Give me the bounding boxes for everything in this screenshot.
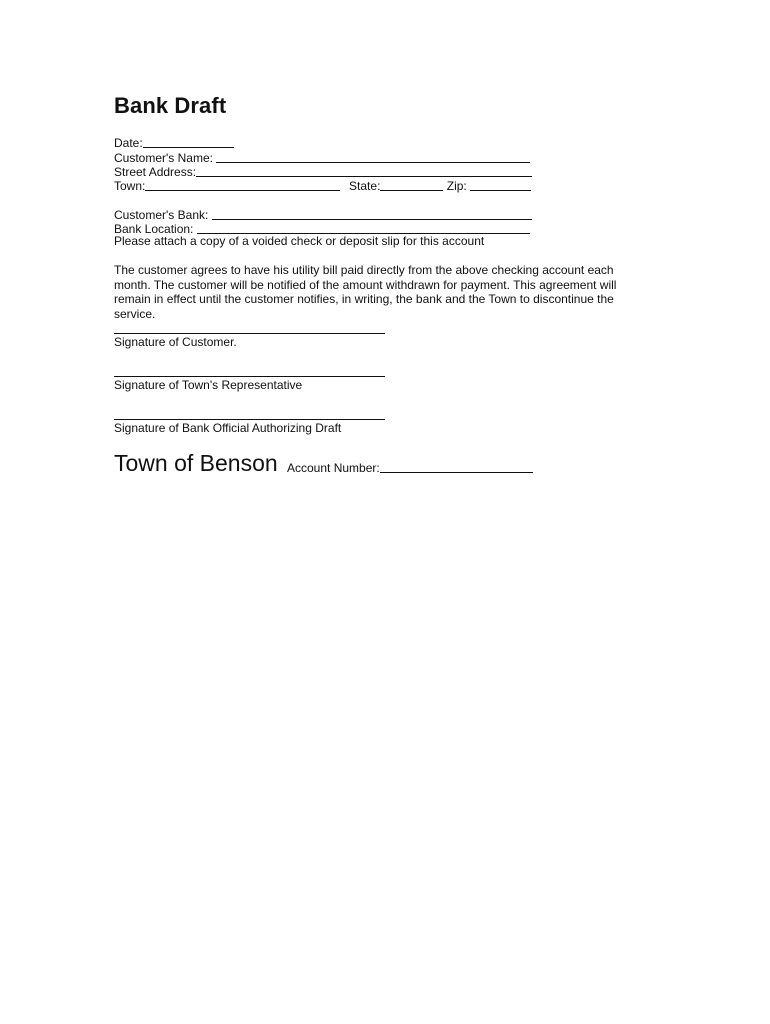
bank-location-label: Bank Location:: [114, 222, 194, 236]
account-number-row: [287, 459, 533, 475]
agreement-line: remain in effect until the customer notifies, in writing, the bank and the Town to discontinue the: [114, 292, 614, 306]
date-row: [114, 134, 234, 150]
town-field[interactable]: [145, 178, 340, 191]
town-name: Town of Benson: [114, 450, 278, 476]
customer-name-field[interactable]: [216, 150, 530, 163]
town-state-zip-row: [114, 177, 531, 193]
agreement-line: service.: [114, 306, 156, 321]
customers-bank-field[interactable]: [212, 207, 532, 220]
state-label: State:: [349, 179, 381, 193]
town-rep-signature-label: Signature of Town's Representative: [114, 378, 303, 392]
customer-signature-label: Signature of Customer.: [114, 335, 237, 349]
street-address-field[interactable]: [196, 164, 532, 177]
attach-note: Please attach a copy of a voided check or deposit slip for this account: [114, 234, 485, 248]
customers-bank-label: Customer's Bank:: [114, 208, 209, 222]
account-number-field[interactable]: [380, 460, 533, 473]
account-number-label: Account Number:: [287, 461, 380, 475]
zip-label: Zip:: [446, 179, 467, 193]
town-rep-signature-line[interactable]: [114, 376, 385, 377]
customer-signature-line[interactable]: [114, 333, 385, 334]
bank-official-signature-label: Signature of Bank Official Authorizing Draft: [114, 421, 342, 435]
customer-name-label: Customer's Name:: [114, 151, 213, 165]
date-field[interactable]: [143, 135, 234, 148]
agreement-line: The customer agrees to have his utility bill paid directly from the above checking account each: [114, 263, 614, 277]
street-address-label: Street Address:: [114, 165, 197, 179]
page-title: Bank Draft: [114, 93, 227, 118]
bank-location-field[interactable]: [197, 221, 530, 234]
town-label: Town:: [114, 179, 146, 193]
bank-official-signature-line[interactable]: [114, 419, 385, 420]
agreement-line: month. The customer will be notified of the amount withdrawn for payment. This agreement will: [114, 277, 617, 292]
agreement-text: [114, 263, 654, 321]
zip-field[interactable]: [470, 178, 531, 191]
date-label: Date:: [114, 136, 143, 150]
state-field[interactable]: [380, 178, 443, 191]
